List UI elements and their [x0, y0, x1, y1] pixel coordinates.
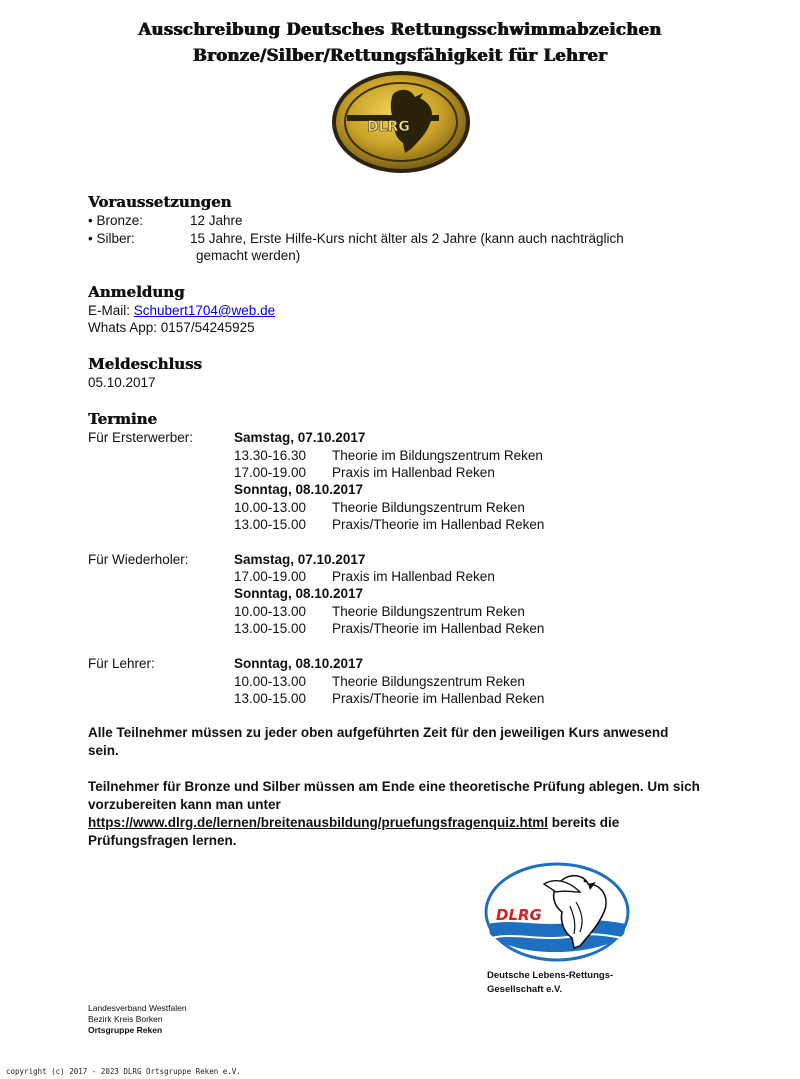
dlrg-logo-image — [484, 862, 630, 962]
silber-value-continued: gemacht werden) — [196, 248, 301, 263]
session-desc: Theorie Bildungszentrum Reken — [332, 674, 525, 689]
quiz-link[interactable]: https://www.dlrg.de/lernen/breitenausbildung/pruefungsfragenquiz.html — [88, 815, 549, 830]
session-time: 13.00-15.00 — [234, 691, 307, 706]
session-time: 13.00-15.00 — [234, 621, 307, 636]
page-subtitle: Bronze/Silber/Rettungsfähigkeit für Lehrer — [192, 46, 608, 65]
schedule-day: Samstag, 07.10.2017 — [234, 430, 366, 445]
meldeschluss-heading: Meldeschluss — [88, 355, 202, 373]
session-time: 17.00-19.00 — [234, 465, 307, 480]
session-desc: Praxis/Theorie im Hallenbad Reken — [332, 691, 545, 706]
session-desc: Theorie im Bildungszentrum Reken — [332, 448, 543, 463]
org-name — [487, 969, 687, 997]
org-name-line1: Deutsche Lebens-Rettungs- — [487, 970, 614, 981]
exam-notice-text: Teilnehmer für Bronze und Silber müssen am Ende eine theoretische Prüfung ablegen. Um sich vorzubereiten kann man unter — [88, 779, 700, 812]
session-desc: Theorie Bildungszentrum Reken — [332, 604, 525, 619]
page-title: Ausschreibung Deutsches Rettungsschwimmabzeichen — [138, 20, 662, 39]
schedule-day: Sonntag, 08.10.2017 — [234, 656, 364, 671]
org-name-line2: Gesellschaft e.V. — [487, 984, 563, 995]
footer-bezirk: Bezirk Kreis Borken — [88, 1014, 163, 1024]
group-label-ersterwerber: Für Ersterwerber: — [88, 430, 194, 445]
session-time: 10.00-13.00 — [234, 500, 307, 515]
group-label-lehrer: Für Lehrer: — [88, 656, 155, 671]
anmeldung-heading: Anmeldung — [88, 283, 185, 301]
session-desc: Praxis im Hallenbad Reken — [332, 465, 495, 480]
exam-notice-text-end: bereits die Prüfungsfragen lernen. — [88, 815, 620, 848]
session-time: 10.00-13.00 — [234, 674, 307, 689]
badge-text: DLRG — [367, 119, 410, 135]
silber-value: 15 Jahre, Erste Hilfe-Kurs nicht älter als 2 Jahre (kann auch nachträglich — [190, 231, 624, 246]
session-time: 13.30-16.30 — [234, 448, 307, 463]
dlrg-badge-image — [331, 69, 471, 175]
bronze-value: 12 Jahre — [190, 213, 243, 228]
session-time: 10.00-13.00 — [234, 604, 307, 619]
session-time: 17.00-19.00 — [234, 569, 307, 584]
copyright-text: copyright (c) 2017 - 2023 DLRG Ortsgruppe Reken e.V. — [6, 1067, 241, 1076]
voraussetzungen-heading: Voraussetzungen — [88, 193, 232, 211]
meldeschluss-date: 05.10.2017 — [88, 375, 156, 390]
session-desc: Praxis/Theorie im Hallenbad Reken — [332, 621, 545, 636]
footer-landesverband: Landesverband Westfalen — [88, 1003, 187, 1013]
session-desc: Theorie Bildungszentrum Reken — [332, 500, 525, 515]
exam-notice — [88, 778, 718, 850]
session-time: 13.00-15.00 — [234, 517, 307, 532]
schedule-day: Sonntag, 08.10.2017 — [234, 586, 364, 601]
bronze-label: • Bronze: — [88, 213, 144, 228]
logo-text: DLRG — [496, 906, 542, 924]
group-label-wiederholer: Für Wiederholer: — [88, 552, 189, 567]
whatsapp-text: Whats App: 0157/54245925 — [88, 320, 255, 335]
session-desc: Praxis im Hallenbad Reken — [332, 569, 495, 584]
email-row — [88, 302, 275, 319]
attendance-notice: Alle Teilnehmer müssen zu jeder oben aufgeführten Zeit für den jeweiligen Kurs anwesend sein. — [88, 725, 669, 758]
email-label: E-Mail: — [88, 303, 131, 318]
silber-label: • Silber: — [88, 231, 135, 246]
session-desc: Praxis/Theorie im Hallenbad Reken — [332, 517, 545, 532]
termine-heading: Termine — [88, 410, 157, 428]
footer-ortsgruppe: Ortsgruppe Reken — [88, 1025, 163, 1035]
email-link[interactable]: Schubert1704@web.de — [133, 303, 276, 318]
schedule-day: Sonntag, 08.10.2017 — [234, 482, 364, 497]
schedule-day: Samstag, 07.10.2017 — [234, 552, 366, 567]
